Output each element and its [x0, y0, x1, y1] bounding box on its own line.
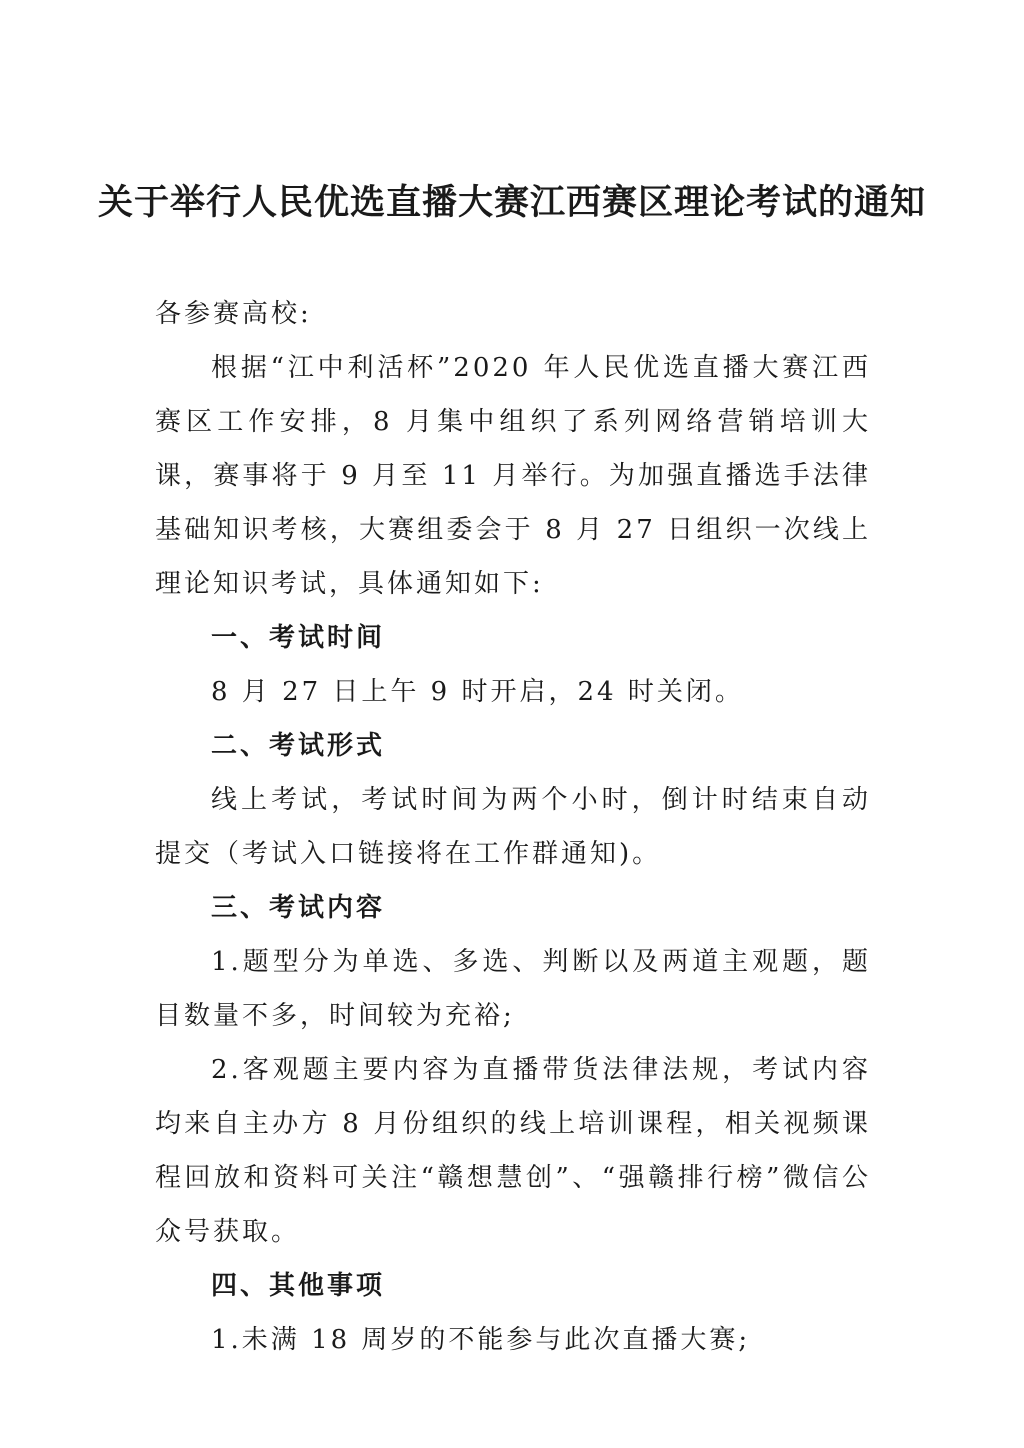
section-paragraph: 线上考试，考试时间为两个小时，倒计时结束自动提交（考试入口链接将在工作群通知)。 [155, 785, 871, 869]
section-paragraph: 8 月 27 日上午 9 时开启，24 时关闭。 [211, 677, 744, 707]
section-heading: 一、考试时间 [211, 623, 386, 653]
section-other-matters [155, 1259, 871, 1367]
document-body [155, 287, 871, 1367]
section-heading: 四、其他事项 [211, 1271, 386, 1301]
section-exam-format [155, 719, 871, 881]
salutation: 各参赛高校: [155, 299, 312, 329]
section-heading: 三、考试内容 [211, 893, 386, 923]
document-title: 关于举行人民优选直播大赛江西赛区理论考试的通知 [97, 183, 926, 223]
section-paragraph: 1.题型分为单选、多选、判断以及两道主观题，题目数量不多，时间较为充裕; [155, 947, 871, 1031]
intro-paragraph: 根据“江中利活杯”2020 年人民优选直播大赛江西赛区工作安排，8 月集中组织了系列网络营销培训大课，赛事将于 9 月至 11 月举行。为加强直播选手法律基础知识考核，大赛组委会于 8 月 27 日组织一次线上理论知识考试，具体通知如下: [155, 353, 871, 599]
section-exam-content [155, 881, 871, 1259]
section-exam-time [155, 611, 871, 719]
section-paragraph: 2.客观题主要内容为直播带货法律法规，考试内容均来自主办方 8 月份组织的线上培训课程，相关视频课程回放和资料可关注“赣想慧创”、“强赣排行榜”微信公众号获取。 [155, 1055, 871, 1247]
section-paragraph: 1.未满 18 周岁的不能参与此次直播大赛; [211, 1325, 751, 1355]
section-heading: 二、考试形式 [211, 731, 386, 761]
